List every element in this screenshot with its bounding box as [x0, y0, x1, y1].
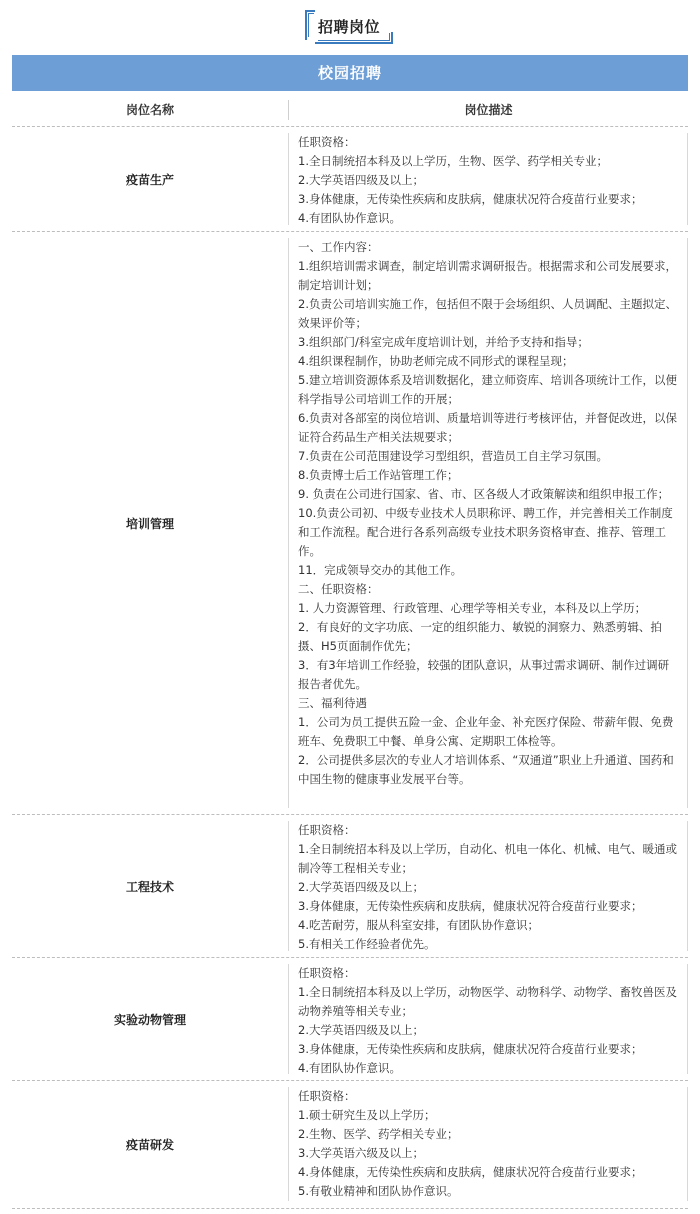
position-description [298, 238, 680, 789]
description-line: 10.负责公司初、中级专业技术人员职称评、聘工作，并完善相关工作制度和工作流程。配合进行各系列高级专业技术职务资格审查、推荐、管理工作。 [298, 506, 673, 558]
description-line: 三、福利待遇 [298, 696, 367, 710]
description-line: 2．公司提供多层次的专业人才培训体系、“双通道”职业上升通道、国药和中国生物的健康事业发展平台等。 [298, 753, 674, 786]
description-line: 3.组织部门/科室完成年度培训计划，并给予支持和指导； [298, 335, 589, 349]
description-line: 1．公司为员工提供五险一金、企业年金、补充医疗保险、带薪年假、免费班车、免费职工中餐、单身公寓、定期职工体检等。 [298, 715, 674, 748]
description-line: 4.有团队协作意识。 [298, 211, 401, 225]
description-line: 2.大学英语四级及以上； [298, 173, 424, 187]
description-line: 9. 负责在公司进行国家、省、市、区各级人才政策解读和组织申报工作； [298, 487, 670, 501]
position-description [298, 964, 680, 1078]
description-line: 1.组织培训需求调查，制定培训需求调研报告。根据需求和公司发展要求，制定培训计划； [298, 259, 677, 292]
description-line: 1.全日制统招本科及以上学历，自动化、机电一体化、机械、电气、暖通或制冷等工程相关专业； [298, 842, 677, 875]
description-line: 2.大学英语四级及以上； [298, 880, 424, 894]
position-name: 疫苗研发 [125, 1137, 174, 1152]
description-line: 2.生物、医学、药学相关专业； [298, 1127, 459, 1141]
description-line: 3.大学英语六级及以上； [298, 1146, 424, 1160]
description-line: 8.负责博士后工作站管理工作； [298, 468, 459, 482]
position-description [298, 821, 680, 954]
position-description [298, 133, 680, 228]
description-line: 任职资格： [298, 1089, 356, 1103]
header-position-name: 岗位名称 [125, 103, 174, 117]
description-line: 任职资格： [298, 823, 356, 837]
column-divider [687, 964, 688, 1074]
description-line: 5.有敬业精神和团队协作意识。 [298, 1184, 459, 1198]
column-divider [288, 821, 289, 951]
description-line: 任职资格： [298, 966, 356, 980]
description-line: 4.身体健康，无传染性疾病和皮肤病，健康状况符合疫苗行业要求； [298, 1165, 643, 1179]
description-line: 1. 人力资源管理、行政管理、心理学等相关专业，本科及以上学历； [298, 601, 647, 615]
column-divider [288, 238, 289, 808]
header-position-description: 岗位描述 [464, 103, 513, 117]
column-divider [687, 821, 688, 951]
description-line: 2.负责公司培训实施工作，包括但不限于会场组织、人员调配、主题拟定、效果评价等； [298, 297, 677, 330]
row-divider [12, 1208, 688, 1209]
description-line: 1.全日制统招本科及以上学历，生物、医学、药学相关专业； [298, 154, 608, 168]
description-line: 3.身体健康，无传染性疾病和皮肤病，健康状况符合疫苗行业要求； [298, 192, 643, 206]
section-banner: 校园招聘 [12, 55, 688, 91]
description-line: 5.有相关工作经验者优先。 [298, 937, 436, 951]
description-line: 任职资格： [298, 135, 356, 149]
column-divider [288, 133, 289, 225]
description-line: 7.负责在公司范围建设学习型组织，营造员工自主学习氛围。 [298, 449, 608, 463]
description-line: 5.建立培训资源体系及培训数据化，建立师资库、培训各项统计工作，以便科学指导公司培训工作的开展； [298, 373, 677, 406]
description-line: 3.身体健康，无传染性疾病和皮肤病，健康状况符合疫苗行业要求； [298, 899, 643, 913]
table-row [12, 232, 688, 814]
description-line: 一、工作内容： [298, 240, 379, 254]
description-line: 1.全日制统招本科及以上学历，动物医学、动物科学、动物学、畜牧兽医及动物养殖等相关专业； [298, 985, 677, 1018]
description-line: 3.身体健康，无传染性疾病和皮肤病，健康状况符合疫苗行业要求； [298, 1042, 643, 1056]
position-name: 实验动物管理 [113, 1012, 186, 1027]
description-line: 3．有3年培训工作经验，较强的团队意识，从事过需求调研、制作过调研报告者优先。 [298, 658, 670, 691]
position-name: 培训管理 [125, 516, 174, 531]
table-row [12, 1081, 688, 1207]
table-header [12, 96, 688, 126]
page-title-box [305, 10, 393, 44]
description-line: 4.吃苦耐劳，服从科室安排，有团队协作意识； [298, 918, 539, 932]
table-row [12, 958, 688, 1080]
description-line: 2．有良好的文字功底、一定的组织能力、敏锐的洞察力、熟悉剪辑、拍摄、H5页面制作优先； [298, 620, 662, 653]
column-divider [687, 133, 688, 225]
page-title-area [0, 0, 700, 54]
column-divider [288, 964, 289, 1074]
position-name: 工程技术 [125, 879, 174, 894]
description-line: 4.有团队协作意识。 [298, 1061, 401, 1075]
description-line: 11．完成领导交办的其他工作。 [298, 563, 463, 577]
description-line: 1.硕士研究生及以上学历； [298, 1108, 436, 1122]
description-line: 二、任职资格： [298, 582, 379, 596]
description-line: 2.大学英语四级及以上； [298, 1023, 424, 1037]
description-line: 6.负责对各部室的岗位培训、质量培训等进行考核评估，并督促改进，以保证符合药品生产相关法规要求； [298, 411, 677, 444]
page-title: 招聘岗位 [317, 18, 380, 36]
description-line: 4.组织课程制作，协助老师完成不同形式的课程呈现； [298, 354, 574, 368]
table-row [12, 127, 688, 231]
position-description [298, 1087, 680, 1201]
column-divider [687, 238, 688, 808]
table-row [12, 815, 688, 957]
position-name: 疫苗生产 [125, 172, 174, 187]
column-divider [687, 1087, 688, 1201]
column-divider [288, 1087, 289, 1201]
